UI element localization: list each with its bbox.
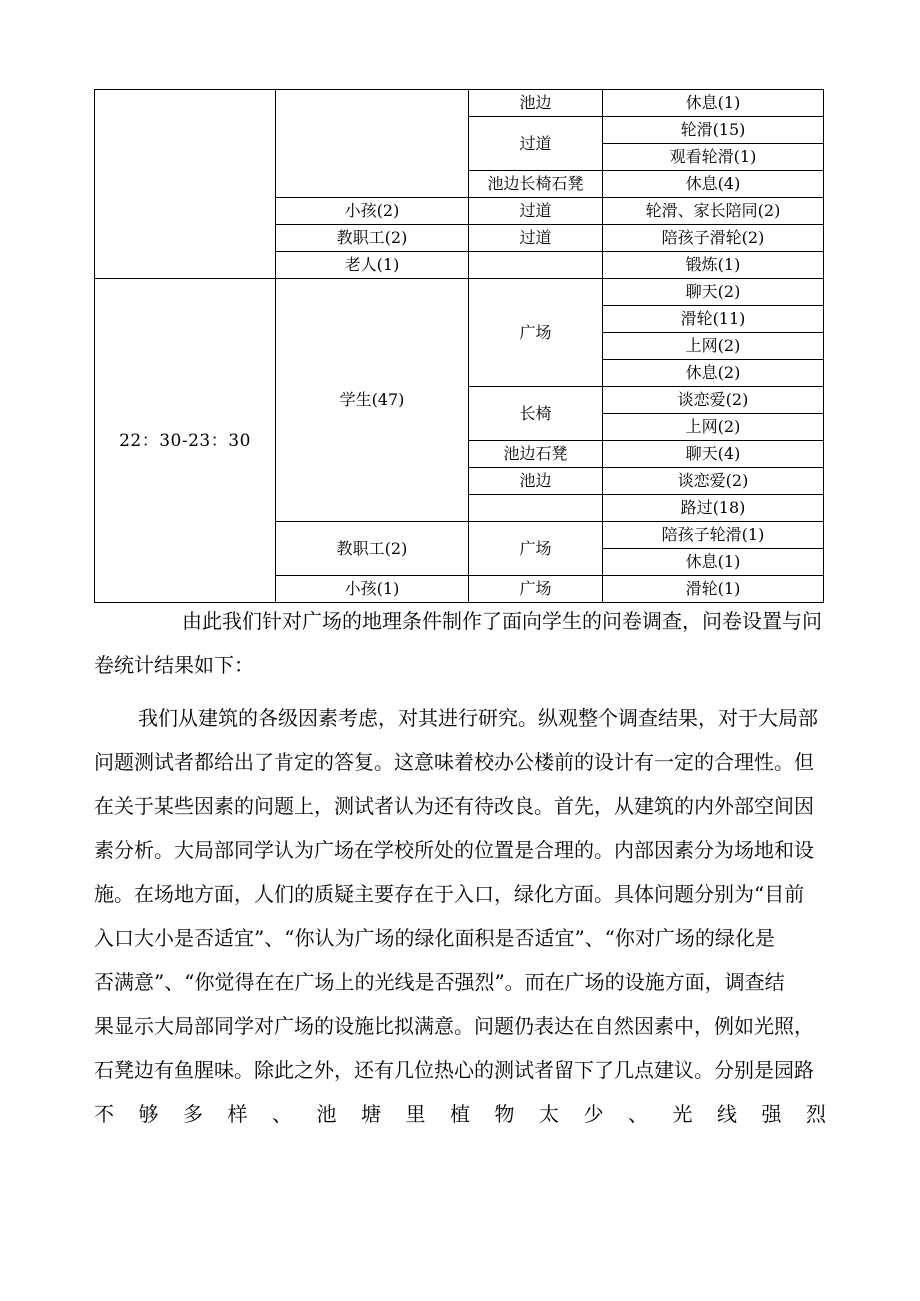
paragraph-line: 施。在场地方面，人们的质疑主要存在于入口，绿化方面。具体问题分别为“目前: [94, 882, 805, 906]
paragraph-line: 石凳边有鱼腥味。除此之外，还有几位热心的测试者留下了几点建议。分别是园路: [94, 1058, 814, 1082]
activity-cell: 轮滑(15): [603, 117, 824, 144]
activity-cell: 上网(2): [603, 333, 824, 360]
char: 、: [272, 1102, 292, 1126]
activity-cell: 轮滑、家长陪同(2): [603, 198, 824, 225]
location-cell: 池边长椅石凳: [469, 171, 603, 198]
table-row: [95, 90, 824, 117]
group-cell: 学生(47): [276, 279, 469, 522]
activity-cell: 陪孩子滑轮(2): [603, 225, 824, 252]
activity-cell: 锻炼(1): [603, 252, 824, 279]
paragraph-line: 我们从建筑的各级因素考虑，对其进行研究。纵观整个调查结果，对于大局部: [138, 706, 818, 730]
location-cell: 池边: [469, 468, 603, 495]
activity-cell: 滑轮(1): [603, 576, 824, 603]
group-cell: 教职工(2): [276, 522, 469, 576]
activity-cell: 谈恋爱(2): [603, 468, 824, 495]
activity-cell: 滑轮(11): [603, 306, 824, 333]
analysis-paragraph: [94, 696, 826, 1136]
time-cell: 22：30-23：30: [95, 279, 276, 603]
char: 样: [227, 1102, 248, 1126]
activity-cell: 谈恋爱(2): [603, 387, 824, 414]
time-cell-empty: [95, 90, 276, 279]
activity-cell: 休息(2): [603, 360, 824, 387]
activity-cell: 休息(1): [603, 90, 824, 117]
char: 线: [717, 1102, 737, 1126]
char: 物: [494, 1102, 515, 1126]
paragraph-line: 果显示大局部同学对广场的设施比拟满意。问题仍表达在自然因素中，例如光照，: [94, 1014, 814, 1038]
activity-cell: 路过(18): [603, 495, 824, 522]
paragraph-line: 卷统计结果如下：: [94, 653, 254, 677]
activity-cell: 陪孩子轮滑(1): [603, 522, 824, 549]
char: 多: [183, 1102, 203, 1126]
intro-paragraph: [94, 599, 826, 687]
location-cell: 广场: [469, 279, 603, 387]
activity-cell: 上网(2): [603, 414, 824, 441]
group-cell: 小孩(2): [276, 198, 469, 225]
char: 光: [672, 1102, 693, 1126]
location-cell: 广场: [469, 522, 603, 576]
location-cell: 长椅: [469, 387, 603, 441]
location-cell: [469, 252, 603, 279]
char: 少: [583, 1102, 604, 1126]
paragraph-line: 问题测试者都给出了肯定的答复。这意味着校办公楼前的设计有一定的合理性。但: [94, 750, 814, 774]
location-cell: 池边石凳: [469, 441, 603, 468]
activity-cell: 聊天(2): [603, 279, 824, 306]
group-cell-empty: [276, 90, 469, 198]
char: 强: [761, 1102, 782, 1126]
activity-cell: 聊天(4): [603, 441, 824, 468]
table-row: [95, 279, 824, 306]
char: 太: [539, 1102, 559, 1126]
paragraph-line: 否满意”、“你觉得在在广场上的光线是否强烈”。而在广场的设施方面，调查结: [94, 970, 785, 994]
activity-cell: 休息(1): [603, 549, 824, 576]
location-cell: 过道: [469, 117, 603, 171]
group-cell: 教职工(2): [276, 225, 469, 252]
location-cell: 广场: [469, 576, 603, 603]
paragraph-line: 在关于某些因素的问题上，测试者认为还有待改良。首先，从建筑的内外部空间因: [94, 794, 814, 818]
location-cell: 过道: [469, 225, 603, 252]
location-cell: 池边: [469, 90, 603, 117]
paragraph-line-justified: [94, 1092, 826, 1136]
group-cell: 小孩(1): [276, 576, 469, 603]
char: 不: [94, 1102, 114, 1126]
char: 、: [628, 1102, 648, 1126]
paragraph-line: 由此我们针对广场的地理条件制作了面向学生的问卷调查，问卷设置与问: [182, 609, 822, 633]
char: 塘: [361, 1102, 381, 1126]
location-cell: [469, 495, 603, 522]
activity-cell: 观看轮滑(1): [603, 144, 824, 171]
survey-table: [94, 89, 824, 603]
char: 烈: [806, 1102, 826, 1126]
paragraph-line: 素分析。大局部同学认为广场在学校所处的位置是合理的。内部因素分为场地和设: [94, 838, 814, 862]
char: 池: [316, 1102, 337, 1126]
location-cell: 过道: [469, 198, 603, 225]
activity-cell: 休息(4): [603, 171, 824, 198]
paragraph-line: 入口大小是否适宜”、“你认为广场的绿化面积是否适宜”、“你对广场的绿化是: [94, 926, 775, 950]
char: 植: [450, 1102, 470, 1126]
group-cell: 老人(1): [276, 252, 469, 279]
char: 够: [138, 1102, 159, 1126]
char: 里: [405, 1102, 426, 1126]
